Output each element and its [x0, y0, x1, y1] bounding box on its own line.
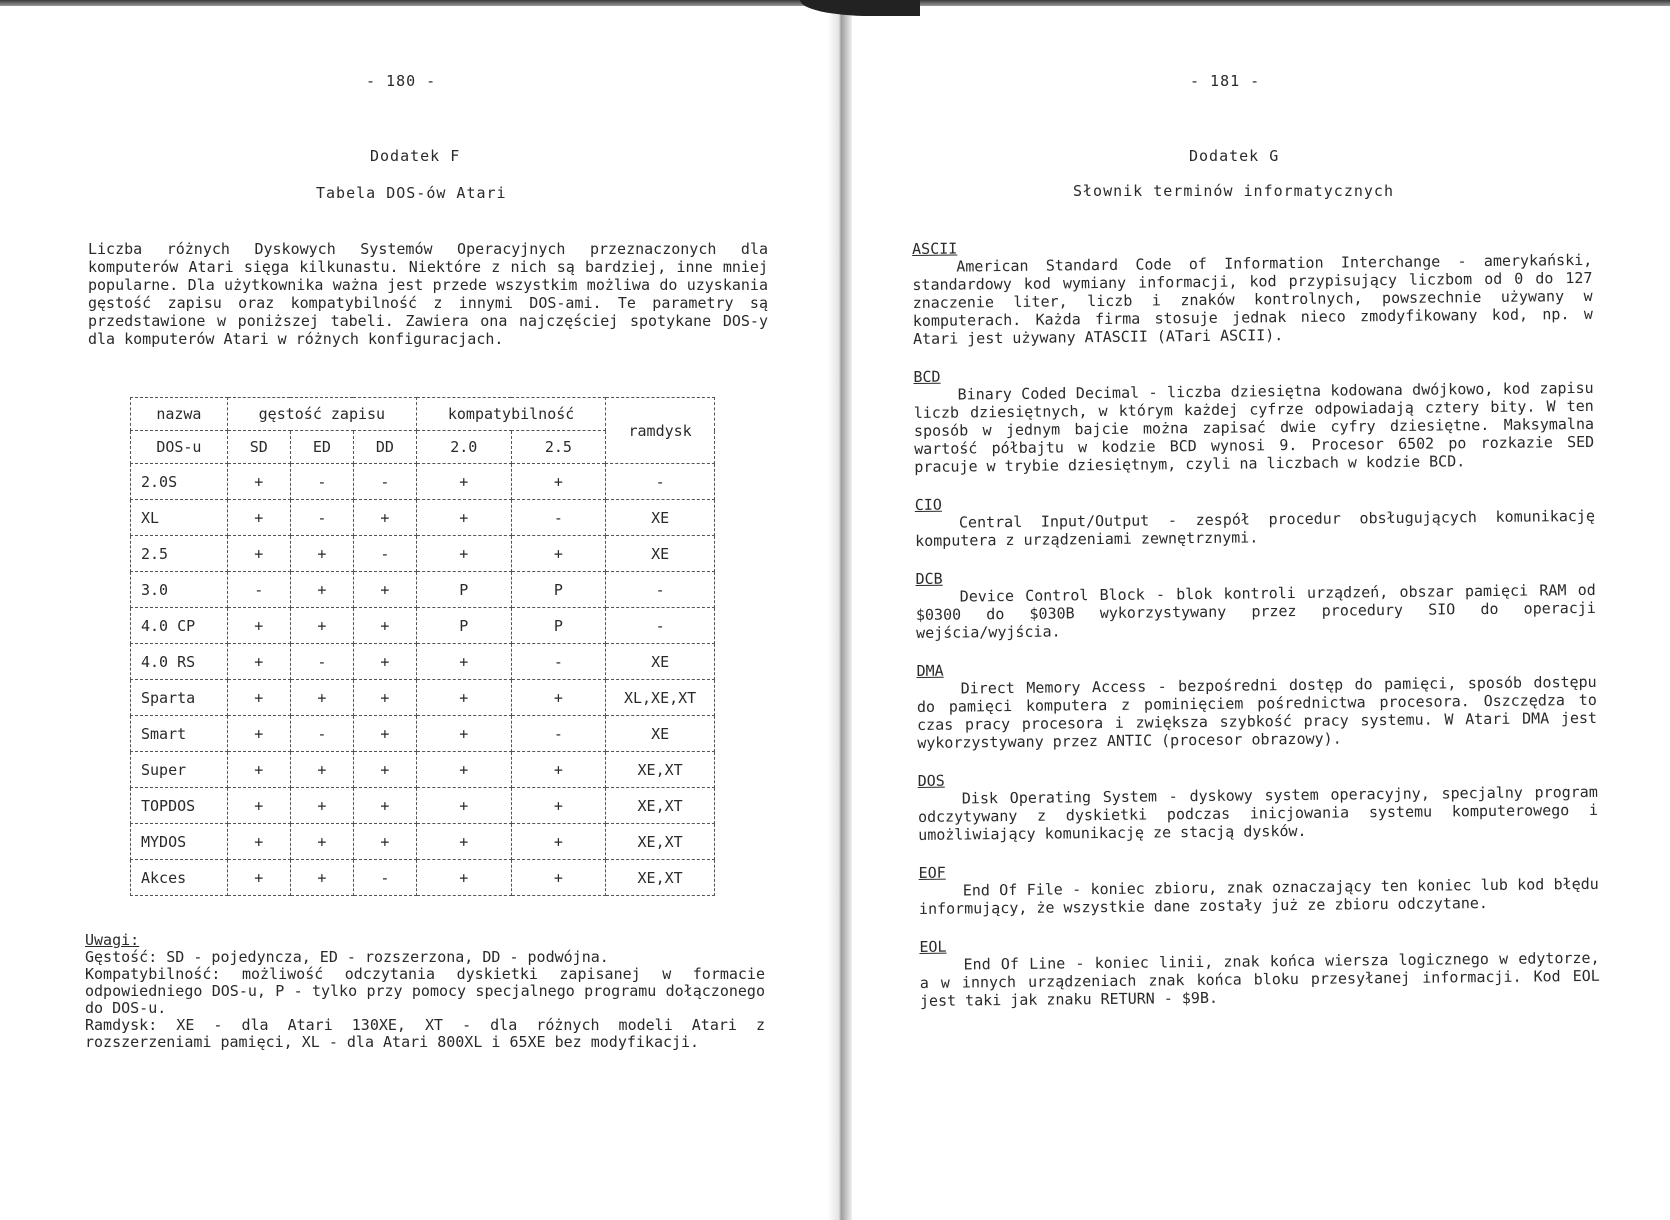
cell-compat-20: + — [416, 716, 511, 752]
glossary-term: EOL — [919, 937, 947, 956]
cell-compat-25: + — [511, 824, 606, 860]
cell-dd: + — [353, 680, 416, 716]
cell-sd: + — [227, 464, 290, 500]
cell-ramdisk: XE — [606, 500, 715, 536]
cell-ramdisk: XE — [606, 716, 715, 752]
cell-dd: + — [353, 716, 416, 752]
cell-compat-25: + — [511, 788, 606, 824]
cell-compat-20: + — [416, 752, 511, 788]
cell-compat-20: + — [416, 536, 511, 572]
cell-ed: + — [290, 752, 353, 788]
cell-compat-25: P — [511, 572, 606, 608]
glossary-entry — [916, 655, 1597, 752]
dos-name: 3.0 — [131, 572, 228, 608]
glossary-entry — [918, 765, 1599, 844]
appendix-heading: Dodatek G — [1189, 147, 1280, 165]
cell-dd: + — [353, 788, 416, 824]
dos-name: 2.5 — [131, 536, 228, 572]
dos-name: 2.0S — [131, 464, 228, 500]
cell-dd: + — [353, 572, 416, 608]
cell-compat-25: + — [511, 860, 606, 896]
glossary-term: ASCII — [912, 239, 958, 258]
cell-sd: + — [227, 824, 290, 860]
table-row — [131, 644, 715, 680]
cell-compat-25: + — [511, 464, 606, 500]
cell-compat-25: - — [511, 716, 606, 752]
cell-compat-25: - — [511, 500, 606, 536]
cell-ramdisk: - — [606, 572, 715, 608]
cell-ramdisk: XE — [606, 536, 715, 572]
cell-compat-25: P — [511, 608, 606, 644]
cell-sd: + — [227, 752, 290, 788]
dos-name: 4.0 CP — [131, 608, 228, 644]
cell-ramdisk: - — [606, 608, 715, 644]
glossary-entry — [919, 931, 1600, 1010]
glossary-definition: Direct Memory Access - bezpośredni dostęp do pamięci, sposób dostępu do pamięci komputera z pominięciem pośrednictwa procesora. Oszczędza to czas pracy procesora i zwiększa szybkość pracy systemu. W Atari DMA jest wykorzystywany przez ANTIC (procesor obrazowy). — [916, 672, 1598, 752]
table-row — [131, 572, 715, 608]
cell-compat-20: + — [416, 788, 511, 824]
notes-title: Uwagi: — [85, 931, 140, 949]
cell-compat-25: + — [511, 752, 606, 788]
header-ramdysk: ramdysk — [606, 398, 715, 464]
cell-dd: + — [353, 644, 416, 680]
table-row — [131, 752, 715, 788]
header-kompatybilnosc: kompatybilność — [416, 398, 605, 431]
appendix-title: Słownik terminów informatycznych — [1073, 182, 1394, 200]
header-v20: 2.0 — [416, 431, 511, 464]
cell-compat-20: P — [416, 572, 511, 608]
cell-ed: - — [290, 500, 353, 536]
notes-section — [85, 932, 765, 1051]
glossary-definition: American Standard Code of Information Interchange - amerykański, standardowy kod wymiany informacji, kod przypisujący liczbom od 0 do 127 znaczenie liter, liczb i znaków kontrolnych, powszechnie używany w komputerach. Każda firma stosuje jednak nieco zmodyfikowany kod, np. w Atari jest używany ATASCII (ATari ASCII). — [912, 250, 1593, 348]
cell-ramdisk: XL,XE,XT — [606, 680, 715, 716]
header-ed: ED — [290, 431, 353, 464]
header-v25: 2.5 — [511, 431, 606, 464]
cell-ramdisk: XE,XT — [606, 824, 715, 860]
page-number: - 180 - — [366, 72, 437, 90]
glossary-term: DCB — [915, 569, 943, 588]
cell-compat-25: - — [511, 644, 606, 680]
glossary-entry — [913, 361, 1594, 476]
note-ramdisk: Ramdysk: XE - dla Atari 130XE, XT - dla różnych modeli Atari z rozszerzeniami pamięci, XL - dla Atari 800XL i 65XE bez modyfikacji. — [85, 1016, 765, 1051]
dos-name: MYDOS — [131, 824, 228, 860]
cell-compat-20: + — [416, 680, 511, 716]
cell-dd: + — [353, 752, 416, 788]
glossary-list — [912, 233, 1600, 1030]
cell-dd: - — [353, 464, 416, 500]
glossary-definition: End Of Line - koniec linii, znak końca wiersza logicznego w edytorze, a w innych urządzeniach znak końca bloku przesyłanej informacji. Kod EOL jest taki jak znaku RETURN - $9B. — [919, 948, 1600, 1010]
page-number: - 181 - — [1190, 72, 1261, 90]
table-row — [131, 464, 715, 500]
cell-ed: - — [290, 464, 353, 500]
table-row — [131, 716, 715, 752]
cell-dd: - — [353, 536, 416, 572]
cell-compat-25: + — [511, 680, 606, 716]
book-spine — [828, 0, 852, 1220]
header-nazwa: nazwa — [131, 398, 228, 431]
cell-sd: - — [227, 572, 290, 608]
cell-ramdisk: XE,XT — [606, 860, 715, 896]
table-row — [131, 788, 715, 824]
cell-ramdisk: XE,XT — [606, 752, 715, 788]
table-row — [131, 860, 715, 896]
dos-name: Super — [131, 752, 228, 788]
cell-ed: + — [290, 680, 353, 716]
cell-sd: + — [227, 500, 290, 536]
cell-sd: + — [227, 680, 290, 716]
glossary-term: BCD — [913, 367, 941, 386]
glossary-entry — [915, 563, 1596, 642]
header-sd: SD — [227, 431, 290, 464]
cell-ed: + — [290, 824, 353, 860]
cell-ed: + — [290, 608, 353, 644]
glossary-term: DMA — [916, 661, 944, 680]
glossary-term: EOF — [918, 863, 946, 882]
cell-sd: + — [227, 860, 290, 896]
cell-ramdisk: - — [606, 464, 715, 500]
dos-name: Smart — [131, 716, 228, 752]
cell-compat-25: + — [511, 536, 606, 572]
glossary-term: CIO — [914, 495, 942, 514]
cell-ed: + — [290, 788, 353, 824]
cell-ed: + — [290, 536, 353, 572]
cell-compat-20: + — [416, 860, 511, 896]
cell-sd: + — [227, 716, 290, 752]
cell-sd: + — [227, 536, 290, 572]
glossary-definition: Device Control Block - blok kontroli urządzeń, obszar pamięci RAM od $0300 do $030B wykorzystywany przez procedury SIO do operacji wejścia/wyjścia. — [915, 580, 1596, 642]
note-density: Gęstość: SD - pojedyncza, ED - rozszerzona, DD - podwójna. — [85, 948, 609, 966]
cell-compat-20: + — [416, 824, 511, 860]
cell-sd: + — [227, 608, 290, 644]
cell-ed: + — [290, 860, 353, 896]
dos-name: Sparta — [131, 680, 228, 716]
glossary-entry — [919, 857, 1600, 918]
glossary-definition: Binary Coded Decimal - liczba dziesiętna kodowana dwójkowo, kod zapisu liczb dziesiętnych, w którym każdej cyfrze odpowiadają cztery bity. W ten sposób w jednym bajcie można zapisać dwie cyfry dziesiętne. Maksymalna wartość półbajtu w kodzie BCD wynosi 9. Procesor 6502 po rozkazie SED pracuje w trybie dziesiętnym, czyli na liczbach w kodzie BCD. — [913, 378, 1595, 476]
dos-table — [130, 397, 715, 896]
table-row — [131, 824, 715, 860]
header-gestosc: gęstość zapisu — [227, 398, 416, 431]
dos-name: 4.0 RS — [131, 644, 228, 680]
intro-paragraph: Liczba różnych Dyskowych Systemów Operacyjnych przeznaczonych dla komputerów Atari sięga kilkunastu. Niektóre z nich są bardziej, inne mniej popularne. Dla użytkownika ważna jest przede wszystkim możliwa do uzyskania gęstość zapisu oraz kompatybilność z innymi DOS-ami. Te parametry są przedstawione w poniższej tabeli. Zawiera ona najczęściej spotykane DOS-y dla komputerów Atari w różnych konfiguracjach. — [88, 240, 768, 348]
dos-name: Akces — [131, 860, 228, 896]
glossary-definition: Disk Operating System - dyskowy system operacyjny, specjalny program odczytywany z dyskietki podczas inicjowania systemu komputerowego i umożliwiający komunikację ze stacją dysków. — [917, 782, 1599, 844]
cell-compat-20: + — [416, 464, 511, 500]
cell-sd: + — [227, 644, 290, 680]
cell-dd: + — [353, 608, 416, 644]
header-dos-u: DOS-u — [131, 431, 228, 464]
glossary-definition: End Of File - koniec zbioru, znak oznaczający ten koniec lub kod błędu informujący, że wszystkie dane zostały już ze zbioru odczytane. — [918, 874, 1599, 918]
appendix-title: Tabela DOS-ów Atari — [316, 184, 507, 202]
glossary-entry — [912, 233, 1593, 348]
cell-ramdisk: XE,XT — [606, 788, 715, 824]
cell-compat-20: P — [416, 608, 511, 644]
appendix-heading: Dodatek F — [370, 147, 461, 165]
table-row — [131, 608, 715, 644]
table-row — [131, 500, 715, 536]
cell-compat-20: + — [416, 644, 511, 680]
table-row — [131, 536, 715, 572]
glossary-entry — [915, 489, 1596, 550]
table-row — [131, 680, 715, 716]
dos-name: XL — [131, 500, 228, 536]
glossary-definition: Central Input/Output - zespół procedur obsługujących komunikację komputera z urządzeniami zewnętrznymi. — [915, 506, 1596, 550]
dos-name: TOPDOS — [131, 788, 228, 824]
cell-dd: + — [353, 824, 416, 860]
glossary-term: DOS — [917, 771, 945, 790]
cell-sd: + — [227, 788, 290, 824]
cell-dd: + — [353, 500, 416, 536]
header-dd: DD — [353, 431, 416, 464]
cell-ramdisk: XE — [606, 644, 715, 680]
cell-dd: - — [353, 860, 416, 896]
cell-compat-20: + — [416, 500, 511, 536]
cell-ed: - — [290, 644, 353, 680]
note-compatibility: Kompatybilność: możliwość odczytania dyskietki zapisanej w formacie odpowiedniego DOS-u, P - tylko przy pomocy specjalnego programu dołączonego do DOS-u. — [85, 965, 765, 1017]
left-page — [0, 0, 830, 1220]
cell-ed: - — [290, 716, 353, 752]
cell-ed: + — [290, 572, 353, 608]
